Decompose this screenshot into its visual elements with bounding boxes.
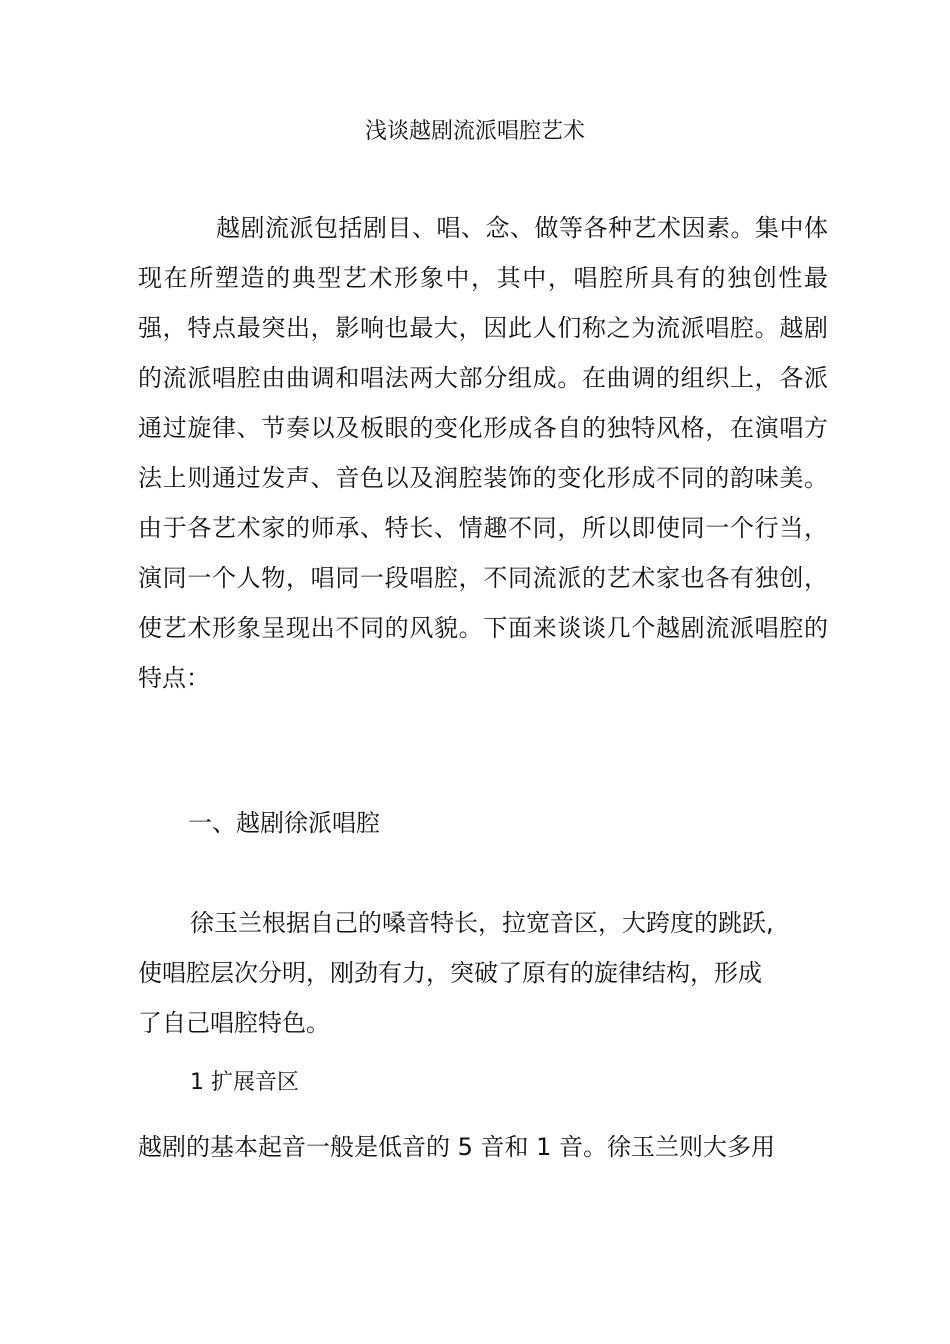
document-title: 浅谈越剧流派唱腔艺术 bbox=[364, 119, 585, 144]
section-heading: 一、越剧徐派唱腔 bbox=[188, 809, 380, 837]
paragraph-line: 了自己唱腔特色。 bbox=[138, 1009, 330, 1037]
paragraph-line: 徐玉兰根据自己的嗓音特长，拉宽音区，大跨度的跳跃, bbox=[190, 909, 774, 937]
body-text-line: 越剧的基本起音一般是低音的 5 音和 1 音。徐玉兰则大多用 bbox=[138, 1133, 776, 1161]
section-paragraph bbox=[138, 898, 818, 1048]
intro-paragraph: 越剧流派包括剧目、唱、念、做等各种艺术因素。集中体现在所塑造的典型艺术形象中，其中，唱腔所具有的独创性最强，特点最突出，影响也最大，因此人们称之为流派唱腔。越剧的流派唱腔由曲调和唱法两大部分组成。在曲调的组织上，各派通过旋律、节奏以及板眼的变化形成各自的独特风格，在演唱方法上则通过发声、音色以及润腔装饰的变化形成不同的韵味美。由于各艺术家的师承、特长、情趣不同，所以即使同一个行当，演同一个人物，唱同一段唱腔，不同流派的艺术家也各有独创，使艺术形象呈现出不同的风貌。下面来谈谈几个越剧流派唱腔的特点： bbox=[138, 214, 828, 692]
paragraph-line: 使唱腔层次分明，刚劲有力，突破了原有的旋律结构，形成 bbox=[138, 959, 762, 987]
subsection-heading: 1 扩展音区 bbox=[190, 1070, 299, 1095]
